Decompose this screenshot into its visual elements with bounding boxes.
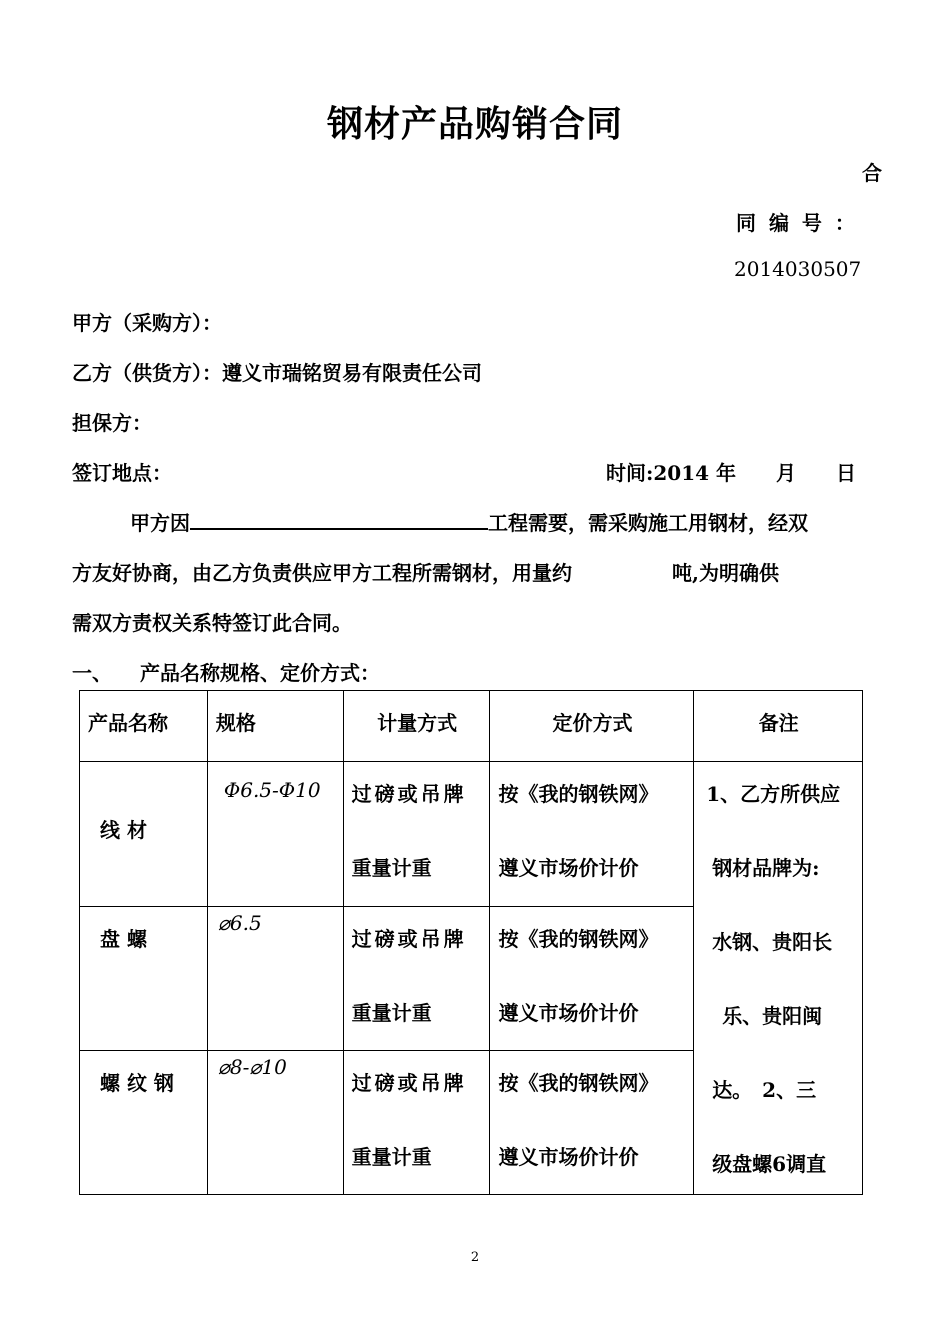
table-header-cell: 备注 [694, 691, 863, 762]
intro-line-3: 需双方责权关系特签订此合同。 [72, 611, 352, 635]
sign-time-line: 时间:2014 年 月 日 [606, 461, 857, 485]
measure-cell: 过磅或吊牌 重量计重 [343, 907, 490, 1051]
remark-cell: 1、乙方所供应 钢材品牌为: 水钢、贵阳长 乐、贵阳闽 达。 2、三 级盘螺6调直 [694, 762, 863, 1195]
product-name-cell: 线 材 [80, 762, 208, 907]
table-header-cell: 定价方式 [490, 691, 694, 762]
table-header-row [80, 691, 863, 762]
contract-no-label-part2: 同 编 号 ： [736, 211, 855, 235]
table-header-cell: 计量方式 [343, 691, 490, 762]
intro-part1: 甲方因 [130, 511, 190, 535]
intro-line-1 [130, 507, 808, 536]
sign-place-line: 签订地点： [72, 461, 172, 485]
pricing-cell: 按《我的钢铁网》 遵义市场价计价 [490, 907, 694, 1051]
party-b-line: 乙方（供货方）：遵义市瑞铭贸易有限责任公司 [72, 361, 482, 385]
measure-cell: 过磅或吊牌 重量计重 [343, 1051, 490, 1195]
spec-cell: ⌀8-⌀10 [207, 1051, 343, 1195]
pricing-cell: 按《我的钢铁网》 遵义市场价计价 [490, 1051, 694, 1195]
spec-cell: Φ6.5-Φ10 [207, 762, 343, 907]
product-name-cell: 螺 纹 钢 [80, 1051, 208, 1195]
spec-cell: ⌀6.5 [207, 907, 343, 1051]
project-name-blank [190, 510, 488, 530]
product-name-cell: 盘 螺 [80, 907, 208, 1051]
table-header-cell: 规格 [207, 691, 343, 762]
intro-part2: 工程需要，需采购施工用钢材，经双 [488, 511, 808, 535]
page-title: 钢材产品购销合同 [326, 103, 623, 145]
guarantor-line: 担保方： [72, 411, 152, 435]
section-1-number: 一、 [72, 661, 112, 685]
pricing-cell: 按《我的钢铁网》 遵义市场价计价 [490, 762, 694, 907]
intro-line-2: 方友好协商，由乙方负责供应甲方工程所需钢材，用量约 吨,为明确供 [72, 561, 779, 585]
contract-no-label-part1: 合 [862, 161, 882, 185]
page-number: 2 [470, 1250, 480, 1265]
product-spec-table [79, 690, 863, 1195]
contract-no-value: 2014030507 [734, 257, 862, 281]
table-row [80, 762, 863, 907]
section-1-title: 产品名称规格、定价方式： [140, 661, 380, 685]
measure-cell: 过磅或吊牌 重量计重 [343, 762, 490, 907]
table-header-cell: 产品名称 [80, 691, 208, 762]
party-a-line: 甲方（采购方）： [72, 311, 222, 335]
